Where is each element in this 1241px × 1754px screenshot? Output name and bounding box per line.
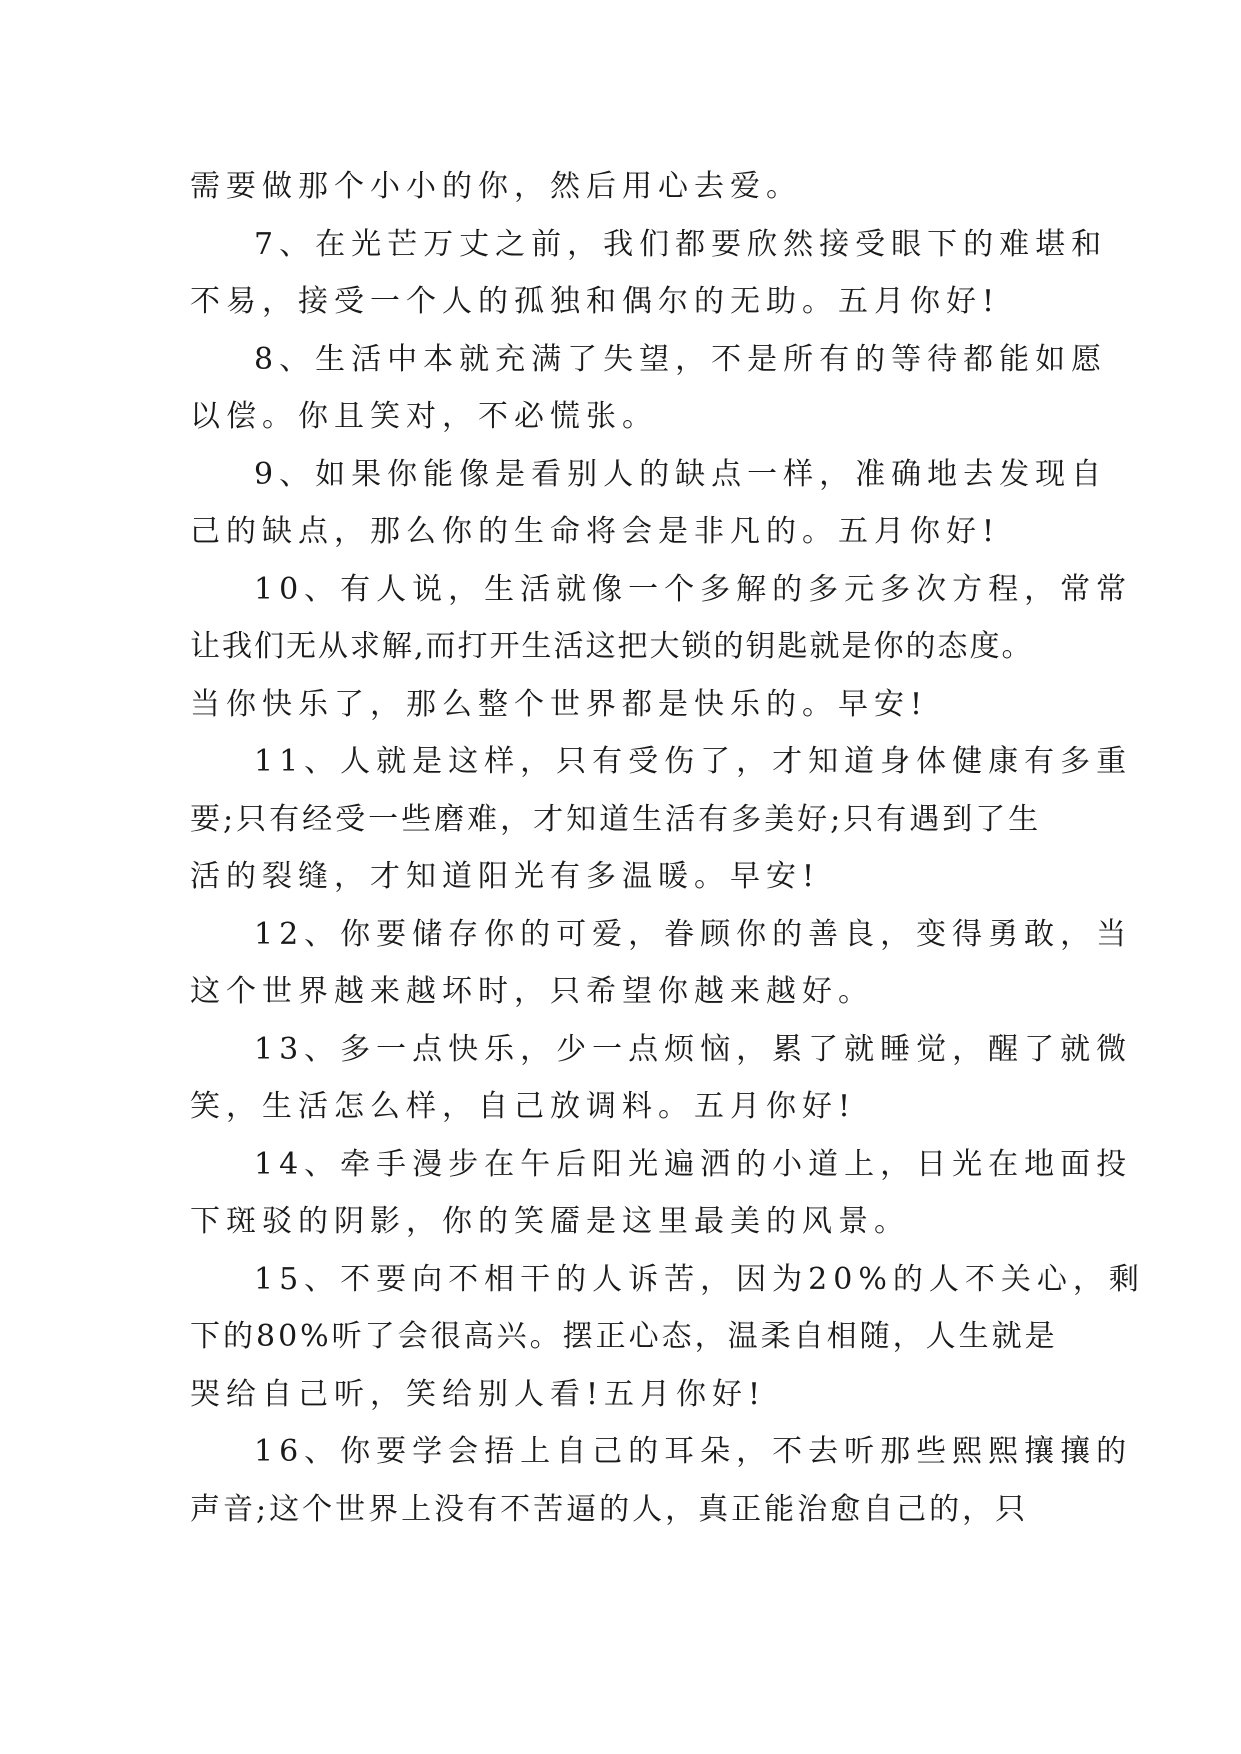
text-line: 声音;这个世界上没有不苦逼的人，真正能治愈自己的，只 bbox=[190, 1492, 1029, 1527]
text-line: 让我们无从求解,而打开生活这把大锁的钥匙就是你的态度。 bbox=[190, 629, 1034, 664]
text-line: 14、牵手漫步在午后阳光遍洒的小道上，日光在地面投 bbox=[254, 1147, 1133, 1182]
text-line: 己的缺点，那么你的生命将会是非凡的。五月你好! bbox=[190, 514, 1001, 549]
text-line: 8、生活中本就充满了失望，不是所有的等待都能如愿 bbox=[254, 342, 1108, 377]
text-line: 以偿。你且笑对，不必慌张。 bbox=[190, 399, 658, 434]
text-line: 哭给自己听，笑给别人看!五月你好! bbox=[190, 1377, 767, 1412]
text-line: 10、有人说，生活就像一个多解的多元多次方程，常常 bbox=[254, 572, 1133, 607]
text-line: 这个世界越来越坏时，只希望你越来越好。 bbox=[190, 974, 874, 1009]
text-line: 要;只有经受一些磨难，才知道生活有多美好;只有遇到了生 bbox=[190, 802, 1042, 837]
text-line: 活的裂缝，才知道阳光有多温暖。早安! bbox=[190, 859, 821, 894]
text-line: 当你快乐了，那么整个世界都是快乐的。早安! bbox=[190, 687, 929, 722]
text-line: 不易，接受一个人的孤独和偶尔的无助。五月你好! bbox=[190, 284, 1001, 319]
text-line: 15、不要向不相干的人诉苦，因为20%的人不关心，剩 bbox=[254, 1262, 1145, 1297]
text-line: 需要做那个小小的你，然后用心去爱。 bbox=[190, 169, 802, 204]
text-line: 笑，生活怎么样，自己放调料。五月你好! bbox=[190, 1089, 857, 1124]
text-line: 7、在光芒万丈之前，我们都要欣然接受眼下的难堪和 bbox=[254, 227, 1108, 262]
text-line: 下斑驳的阴影，你的笑靥是这里最美的风景。 bbox=[190, 1204, 910, 1239]
text-line: 16、你要学会捂上自己的耳朵，不去听那些熙熙攘攘的 bbox=[254, 1434, 1133, 1469]
text-line: 12、你要储存你的可爱，眷顾你的善良，变得勇敢，当 bbox=[254, 917, 1133, 952]
text-line: 9、如果你能像是看别人的缺点一样，准确地去发现自 bbox=[254, 457, 1108, 492]
text-line: 11、人就是这样，只有受伤了，才知道身体健康有多重 bbox=[254, 744, 1133, 779]
text-line: 13、多一点快乐，少一点烦恼，累了就睡觉，醒了就微 bbox=[254, 1032, 1133, 1067]
text-line: 下的80%听了会很高兴。摆正心态，温柔自相随，人生就是 bbox=[190, 1319, 1058, 1354]
